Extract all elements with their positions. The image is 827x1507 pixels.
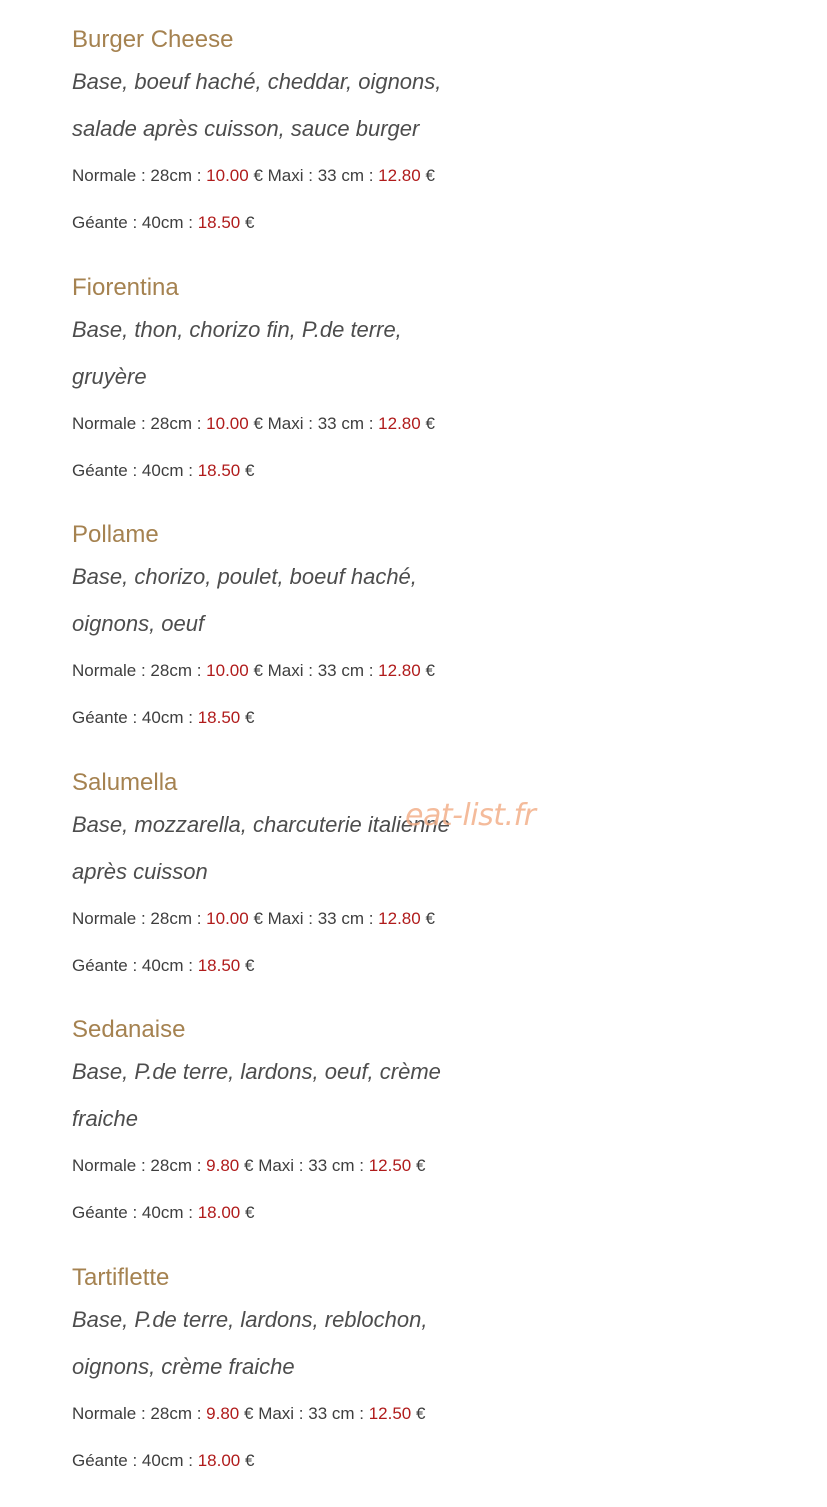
- item-title: Tartiflette: [72, 1260, 532, 1296]
- geante-label: Géante : 40cm: [72, 461, 184, 480]
- currency: €: [425, 414, 434, 433]
- geante-label: Géante : 40cm: [72, 1451, 184, 1470]
- maxi-label: Maxi : 33 cm: [258, 1404, 354, 1423]
- geante-price: 18.00: [198, 1203, 241, 1222]
- geante-price: 18.00: [198, 1451, 241, 1470]
- currency: €: [244, 1156, 253, 1175]
- normale-price: 10.00: [206, 909, 249, 928]
- maxi-price: 12.80: [378, 661, 421, 680]
- item-description: Base, thon, chorizo fin, P.de terre, gruyère: [72, 306, 452, 400]
- menu-item: [72, 1012, 532, 1260]
- currency: €: [253, 909, 262, 928]
- currency: €: [253, 414, 262, 433]
- currency: €: [416, 1404, 425, 1423]
- currency: €: [425, 661, 434, 680]
- normale-price: 10.00: [206, 661, 249, 680]
- price-line-geante: Géante : 40cm : 18.50 €: [72, 942, 532, 989]
- item-description: Base, P.de terre, lardons, reblochon, oignons, crème fraiche: [72, 1296, 452, 1390]
- item-title: Salumella: [72, 765, 532, 801]
- item-description: Base, P.de terre, lardons, oeuf, crème fraiche: [72, 1048, 452, 1142]
- currency: €: [244, 1404, 253, 1423]
- price-line-normale-maxi: Normale : 28cm : 10.00 € Maxi : 33 cm : 12.80 €: [72, 152, 532, 199]
- price-line-normale-maxi: Normale : 28cm : 10.00 € Maxi : 33 cm : 12.80 €: [72, 647, 532, 694]
- price-line-geante: Géante : 40cm : 18.50 €: [72, 199, 532, 246]
- price-line-normale-maxi: Normale : 28cm : 9.80 € Maxi : 33 cm : 12.50 €: [72, 1390, 532, 1437]
- maxi-price: 12.50: [369, 1404, 412, 1423]
- currency: €: [425, 909, 434, 928]
- menu-item: [72, 270, 532, 518]
- currency: €: [245, 213, 254, 232]
- normale-price: 10.00: [206, 414, 249, 433]
- geante-label: Géante : 40cm: [72, 956, 184, 975]
- normale-label: Normale : 28cm: [72, 909, 192, 928]
- price-line-geante: Géante : 40cm : 18.50 €: [72, 694, 532, 741]
- geante-price: 18.50: [198, 461, 241, 480]
- currency: €: [245, 1451, 254, 1470]
- currency: €: [245, 461, 254, 480]
- price-line-geante: Géante : 40cm : 18.00 €: [72, 1437, 532, 1484]
- maxi-label: Maxi : 33 cm: [268, 166, 364, 185]
- price-line-normale-maxi: Normale : 28cm : 10.00 € Maxi : 33 cm : 12.80 €: [72, 400, 532, 447]
- normale-price: 9.80: [206, 1404, 239, 1423]
- maxi-price: 12.50: [369, 1156, 412, 1175]
- price-line-normale-maxi: Normale : 28cm : 9.80 € Maxi : 33 cm : 12.50 €: [72, 1142, 532, 1189]
- normale-price: 10.00: [206, 166, 249, 185]
- normale-label: Normale : 28cm: [72, 1404, 192, 1423]
- price-line-geante: Géante : 40cm : 18.50 €: [72, 447, 532, 494]
- currency: €: [253, 661, 262, 680]
- normale-price: 9.80: [206, 1156, 239, 1175]
- item-title: Pollame: [72, 517, 532, 553]
- maxi-label: Maxi : 33 cm: [268, 661, 364, 680]
- geante-label: Géante : 40cm: [72, 1203, 184, 1222]
- currency: €: [245, 956, 254, 975]
- price-line-geante: Géante : 40cm : 18.00 €: [72, 1189, 532, 1236]
- item-description: Base, chorizo, poulet, boeuf haché, oignons, oeuf: [72, 553, 452, 647]
- normale-label: Normale : 28cm: [72, 166, 192, 185]
- item-title: Fiorentina: [72, 270, 532, 306]
- menu-item: [72, 517, 532, 765]
- geante-label: Géante : 40cm: [72, 213, 184, 232]
- maxi-price: 12.80: [378, 909, 421, 928]
- item-title: Sedanaise: [72, 1012, 532, 1048]
- item-description: Base, mozzarella, charcuterie italienne après cuisson: [72, 801, 452, 895]
- maxi-price: 12.80: [378, 414, 421, 433]
- currency: €: [425, 166, 434, 185]
- pizza-menu: [72, 22, 532, 1507]
- geante-price: 18.50: [198, 708, 241, 727]
- currency: €: [245, 708, 254, 727]
- menu-item: [72, 1260, 532, 1507]
- normale-label: Normale : 28cm: [72, 1156, 192, 1175]
- watermark: eat-list.fr: [405, 798, 535, 833]
- currency: €: [416, 1156, 425, 1175]
- price-line-normale-maxi: Normale : 28cm : 10.00 € Maxi : 33 cm : 12.80 €: [72, 895, 532, 942]
- maxi-label: Maxi : 33 cm: [268, 909, 364, 928]
- normale-label: Normale : 28cm: [72, 661, 192, 680]
- currency: €: [253, 166, 262, 185]
- geante-price: 18.50: [198, 956, 241, 975]
- geante-label: Géante : 40cm: [72, 708, 184, 727]
- item-description: Base, boeuf haché, cheddar, oignons, salade après cuisson, sauce burger: [72, 58, 452, 152]
- menu-item: [72, 22, 532, 270]
- geante-price: 18.50: [198, 213, 241, 232]
- normale-label: Normale : 28cm: [72, 414, 192, 433]
- maxi-label: Maxi : 33 cm: [258, 1156, 354, 1175]
- maxi-label: Maxi : 33 cm: [268, 414, 364, 433]
- maxi-price: 12.80: [378, 166, 421, 185]
- item-title: Burger Cheese: [72, 22, 532, 58]
- currency: €: [245, 1203, 254, 1222]
